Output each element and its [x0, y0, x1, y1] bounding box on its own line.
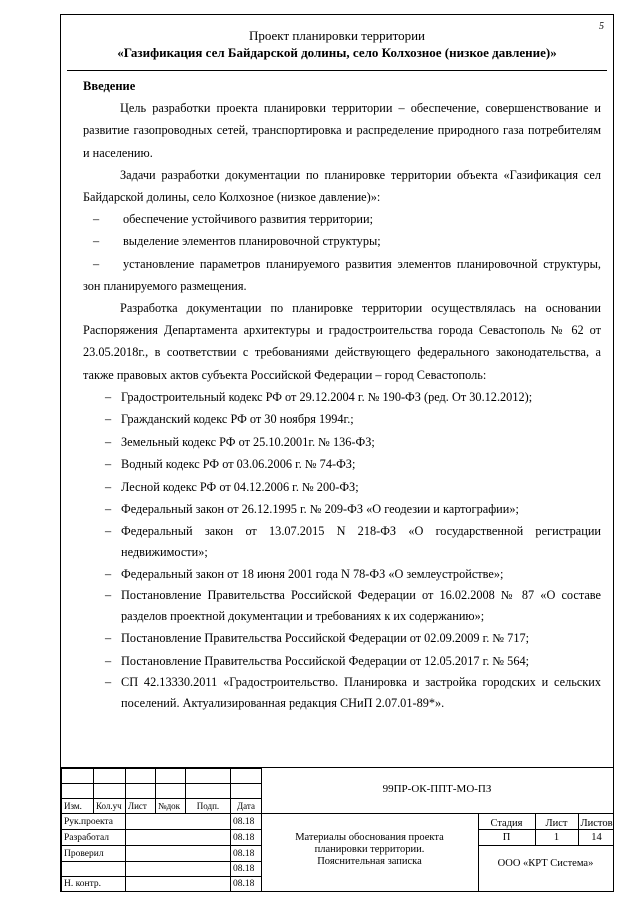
- role-cell: Разработал: [62, 830, 126, 846]
- date-cell: 08.18: [231, 830, 262, 846]
- paragraph-goal: Цель разработки проекта планировки территории – обеспечение, совершенствование и развитие газопроводных сетей, транспортировка и распределение природного газа потребителям и населению.: [83, 101, 601, 160]
- list-item: [83, 563, 601, 586]
- col-header: Изм.: [62, 799, 94, 814]
- table-row: [62, 830, 262, 846]
- date-cell: 08.18: [231, 877, 262, 892]
- list-item: [83, 253, 601, 297]
- list-item: [83, 498, 601, 521]
- law-text: Лесной кодекс РФ от 04.12.2006 г. № 200-ФЗ;: [121, 479, 359, 494]
- sheets-value: 14: [591, 832, 602, 843]
- header-line-1: Проект планировки территории: [248, 28, 425, 43]
- divider: [478, 845, 613, 846]
- dash-marker: –: [93, 234, 100, 249]
- list-item: [83, 386, 601, 409]
- dash-marker: –: [93, 212, 100, 227]
- dash-marker: –: [105, 588, 112, 603]
- paragraph-tasks-intro: Задачи разработки документации по планировке территории объекта «Газификация сел Байдарской долины, село Колхозное (низкое давление)»:: [83, 167, 601, 205]
- law-text: Гражданский кодекс РФ от 30 ноября 1994г.;: [121, 412, 354, 427]
- task-text: выделение элементов планировочной структуры;: [123, 234, 381, 249]
- law-text: Федеральный закон от 13.07.2015 N 218-ФЗ «О государственной регистрации недвижимости»;: [121, 523, 601, 559]
- col-header: Кол.уч: [94, 799, 126, 814]
- dash-marker: –: [105, 389, 112, 404]
- task-text: установление параметров планируемого развития элементов планировочной структуры, зон планируемого размещения.: [83, 256, 601, 293]
- law-text: Водный кодекс РФ от 03.06.2006 г. № 74-ФЗ;: [121, 457, 356, 472]
- list-item: [83, 672, 601, 714]
- law-text: СП 42.13330.2011 «Градостроительство. Планировка и застройка городских и сельских поселений. Актуализированная редакция СНиП 2.07.01-89*».: [121, 675, 601, 711]
- document-code: 99ПР-ОК-ППТ-МО-ПЗ: [382, 783, 492, 795]
- document-body: [83, 75, 601, 714]
- list-item: [83, 208, 601, 230]
- law-text: Постановление Правительства Российской Федерации от 02.09.2009 г. № 717;: [121, 631, 530, 646]
- role-cell: [62, 862, 126, 877]
- page-number: 5: [599, 21, 604, 32]
- date-cell: 08.18: [231, 862, 262, 877]
- document-description: [261, 832, 478, 868]
- list-item: [83, 230, 601, 252]
- list-item: [83, 650, 601, 673]
- divider: [478, 829, 613, 830]
- col-header: Подп.: [186, 799, 231, 814]
- task-text: обеспечение устойчивого развития территории;: [123, 212, 374, 227]
- list-item: [83, 521, 601, 563]
- law-text: Постановление Правительства Российской Федерации от 12.05.2017 г. № 564;: [121, 653, 530, 668]
- dash-marker: –: [105, 502, 112, 517]
- dash-marker: –: [105, 479, 112, 494]
- date-cell: 08.18: [231, 846, 262, 862]
- law-text: Земельный кодекс РФ от 25.10.2001г. № 136-ФЗ;: [121, 434, 375, 449]
- dash-marker: –: [105, 457, 112, 472]
- role-cell: Н. контр.: [62, 877, 126, 892]
- sheet-value: 1: [553, 832, 560, 843]
- title-block: [61, 767, 613, 891]
- dash-marker: –: [105, 412, 112, 427]
- dash-marker: –: [105, 434, 112, 449]
- list-item: [83, 431, 601, 454]
- table-row: [62, 862, 262, 877]
- table-row: [62, 814, 262, 830]
- header-divider: [67, 70, 607, 71]
- dash-marker: –: [105, 523, 112, 538]
- description-line: планировки территории.: [314, 844, 425, 855]
- list-item: [83, 408, 601, 431]
- table-row: [62, 769, 262, 784]
- divider: [261, 813, 613, 814]
- list-item: [83, 453, 601, 476]
- table-row: [62, 784, 262, 799]
- section-title: Введение: [83, 79, 136, 93]
- table-row: [62, 846, 262, 862]
- stage-value: П: [502, 832, 511, 843]
- header-line-2: «Газификация сел Байдарской долины, село Колхозное (низкое давление)»: [117, 45, 557, 60]
- law-text: Федеральный закон от 26.12.1995 г. № 209-ФЗ «О геодезии и картографии»;: [121, 502, 519, 517]
- law-text: Градостроительный кодекс РФ от 29.12.2004 г. № 190-ФЗ (ред. От 30.12.2012);: [121, 389, 533, 404]
- signature-table: [61, 768, 262, 892]
- list-item: [83, 627, 601, 650]
- col-header: Дата: [231, 799, 262, 814]
- sheets-label: Листов: [580, 818, 613, 829]
- dash-marker: –: [93, 256, 100, 271]
- dash-marker: –: [105, 631, 112, 646]
- document-header: [61, 27, 613, 61]
- table-row: [62, 877, 262, 892]
- law-text: Постановление Правительства Российской Федерации от 16.02.2008 № 87 «О составе разделов проектной документации и требованиях к их содержанию»;: [121, 588, 601, 624]
- list-item: [83, 585, 601, 627]
- role-cell: Проверил: [62, 846, 126, 862]
- law-text: Федеральный закон от 18 июня 2001 года N 78-ФЗ «О землеустройстве»;: [121, 566, 504, 581]
- paragraph-basis: Разработка документации по планировке территории осуществлялась на основании Распоряжения Департамента архитектуры и градостроительства города Севастополь № 62 от 23.05.2018г., в соответствии с требованиями действующего федерального законодательства, а также правовых актов субъекта Российской Федерации – город Севастополь:: [83, 301, 601, 382]
- table-header-row: [62, 799, 262, 814]
- role-cell: Рук.проекта: [62, 814, 126, 830]
- description-line: Пояснительная записка: [317, 856, 422, 867]
- date-cell: 08.18: [231, 814, 262, 830]
- description-line: Материалы обоснования проекта: [295, 832, 444, 843]
- col-header: №док: [156, 799, 186, 814]
- sheet-label: Лист: [545, 818, 568, 829]
- stage-label: Стадия: [490, 818, 523, 829]
- dash-marker: –: [105, 653, 112, 668]
- dash-marker: –: [105, 675, 112, 690]
- dash-marker: –: [105, 566, 112, 581]
- company-name: ООО «КРТ Система»: [497, 858, 594, 869]
- document-frame: [60, 14, 614, 892]
- col-header: Лист: [126, 799, 156, 814]
- list-item: [83, 476, 601, 499]
